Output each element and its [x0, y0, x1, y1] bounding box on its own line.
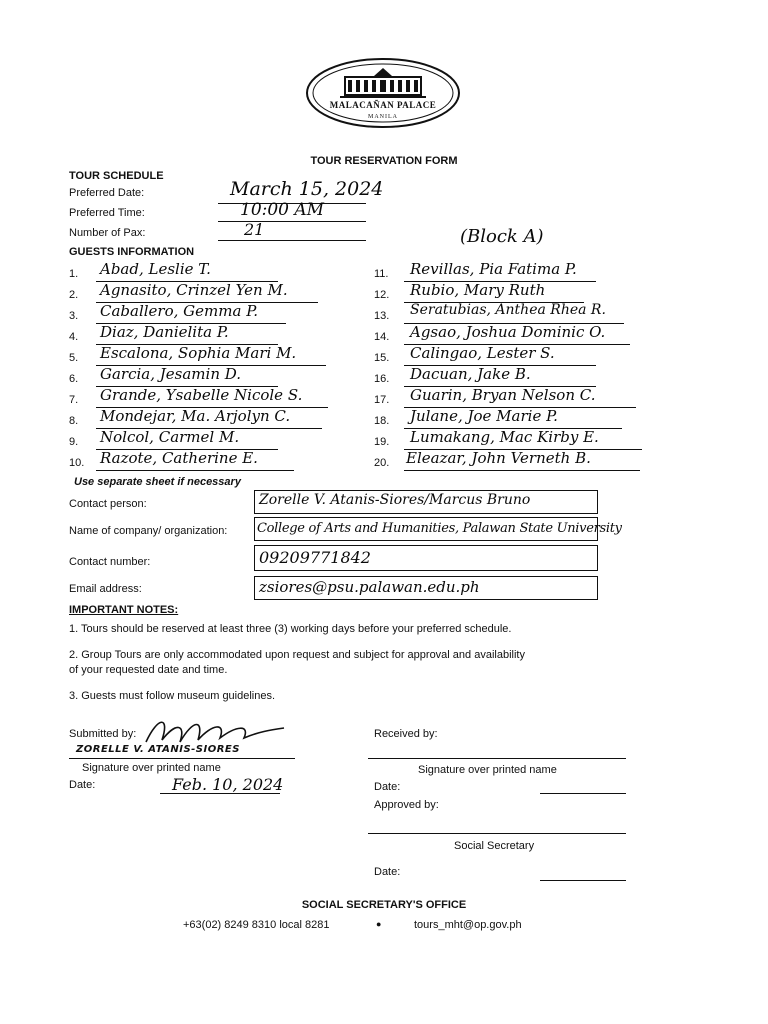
contact-number-value: 09209771842 [259, 548, 371, 567]
contact-person-value: Zorelle V. Atanis-Siores/Marcus Bruno [259, 492, 531, 508]
preferred-time-line [218, 221, 366, 222]
guest-number: 5. [69, 352, 79, 364]
form-title: TOUR RESERVATION FORM [310, 155, 458, 167]
block-note: (Block A) [460, 226, 544, 247]
guest-number: 18. [374, 415, 390, 427]
date-value-left[interactable]: Feb. 10, 2024 [172, 775, 284, 794]
guest-name[interactable]: Agnasito, Crinzel Yen M. [100, 281, 288, 299]
guest-number: 1. [69, 268, 79, 280]
date-line-right[interactable] [540, 793, 626, 794]
received-by-label: Received by: [374, 728, 438, 740]
guest-name[interactable]: Revillas, Pia Fatima P. [410, 260, 577, 278]
guest-name[interactable]: Eleazar, John Verneth B. [406, 449, 591, 467]
signature-over-name-left: Signature over printed name [82, 762, 221, 774]
number-of-pax-value[interactable]: 21 [244, 220, 265, 239]
guest-number: 9. [69, 436, 79, 448]
note-1: 1. Tours should be reserved at least three (3) working days before your preferred schedule. [69, 623, 512, 635]
separate-sheet-note: Use separate sheet if necessary [74, 476, 241, 488]
guest-number: 16. [374, 373, 390, 385]
approved-by-label: Approved by: [374, 799, 439, 811]
email-field[interactable] [254, 576, 598, 600]
date-label-right: Date: [374, 781, 401, 793]
preferred-date-value[interactable]: March 15, 2024 [230, 178, 384, 200]
guest-line [96, 470, 294, 471]
signature-over-name-right: Signature over printed name [418, 764, 557, 776]
guest-name[interactable]: Calingao, Lester S. [410, 344, 555, 362]
number-of-pax-label: Number of Pax: [69, 227, 146, 239]
guest-name[interactable]: Mondejar, Ma. Arjolyn C. [100, 407, 291, 425]
guest-name[interactable]: Razote, Catherine E. [100, 449, 258, 467]
seal-subtitle: MANILA [368, 114, 398, 120]
organization-field[interactable] [254, 517, 622, 541]
contact-person-field[interactable] [254, 490, 598, 514]
malacanan-seal [304, 56, 462, 130]
guest-name[interactable]: Abad, Leslie T. [100, 260, 211, 278]
note-2a: 2. Group Tours are only accommodated upon request and subject for approval and availability [69, 649, 525, 661]
guests-heading: GUESTS INFORMATION [69, 246, 195, 258]
received-signature-line [368, 758, 626, 759]
guest-name[interactable]: Seratubias, Anthea Rhea R. [410, 302, 606, 318]
guest-number: 7. [69, 394, 79, 406]
guest-number: 13. [374, 310, 390, 322]
guest-number: 19. [374, 436, 390, 448]
guest-number: 20. [374, 457, 390, 469]
date-line-bottom[interactable] [540, 880, 626, 881]
seal-title: MALACAÑAN PALACE [329, 100, 437, 110]
guest-name[interactable]: Escalona, Sophia Mari M. [100, 344, 297, 362]
submitted-by-name: ZORELLE V. ATANIS-SIORES [76, 744, 240, 755]
guest-name[interactable]: Julane, Joe Marie P. [410, 407, 558, 425]
guest-number: 8. [69, 415, 79, 427]
guest-name[interactable]: Agsao, Joshua Dominic O. [410, 323, 606, 341]
date-label-bottom: Date: [374, 866, 401, 878]
guest-name[interactable]: Diaz, Danielita P. [100, 323, 229, 341]
contact-person-label: Contact person: [69, 498, 147, 510]
footer-phone: +63(02) 8249 8310 local 8281 [183, 919, 330, 931]
note-2b: of your requested date and time. [69, 664, 228, 676]
guest-name[interactable]: Nolcol, Carmel M. [100, 428, 240, 446]
guest-number: 12. [374, 289, 390, 301]
note-3: 3. Guests must follow museum guidelines. [69, 690, 276, 702]
social-secretary-label: Social Secretary [454, 840, 535, 852]
guest-name[interactable]: Lumakang, Mac Kirby E. [410, 428, 599, 446]
guest-name[interactable]: Grande, Ysabelle Nicole S. [100, 386, 303, 404]
contact-number-field[interactable] [254, 545, 598, 571]
guest-number: 6. [69, 373, 79, 385]
guest-number: 4. [69, 331, 79, 343]
footer-email[interactable]: tours_mht@op.gov.ph [414, 919, 522, 931]
guest-name[interactable]: Rubio, Mary Ruth [410, 281, 546, 299]
number-of-pax-line [218, 240, 366, 241]
guest-name[interactable]: Dacuan, Jake B. [410, 365, 531, 383]
guest-line [404, 470, 640, 471]
guest-number: 14. [374, 331, 390, 343]
preferred-time-label: Preferred Time: [69, 207, 145, 219]
contact-number-label: Contact number: [69, 556, 151, 568]
date-label-left: Date: [69, 779, 96, 791]
guest-number: 15. [374, 352, 390, 364]
organization-label: Name of company/ organization: [69, 525, 228, 537]
email-label: Email address: [69, 583, 142, 595]
guest-number: 2. [69, 289, 79, 301]
footer-bullet-icon: ● [376, 919, 382, 929]
guest-name[interactable]: Guarin, Bryan Nelson C. [410, 386, 596, 404]
submitted-by-label: Submitted by: [69, 728, 137, 740]
preferred-date-label: Preferred Date: [69, 187, 145, 199]
submitted-signature-line [69, 758, 295, 759]
guest-number: 3. [69, 310, 79, 322]
tour-schedule-heading: TOUR SCHEDULE [69, 170, 164, 182]
organization-value: College of Arts and Humanities, Palawan State University [257, 521, 622, 536]
approved-signature-line [368, 833, 626, 834]
guest-number: 10. [69, 457, 85, 469]
notes-heading: IMPORTANT NOTES: [69, 604, 179, 616]
email-value: zsiores@psu.palawan.edu.ph [259, 578, 480, 596]
date-line-left [160, 793, 280, 794]
guest-number: 11. [374, 268, 389, 280]
guest-name[interactable]: Caballero, Gemma P. [100, 302, 259, 320]
guest-name[interactable]: Garcia, Jesamin D. [100, 365, 242, 383]
preferred-time-value[interactable]: 10:00 AM [240, 200, 325, 220]
guest-number: 17. [374, 394, 390, 406]
footer-office: SOCIAL SECRETARY'S OFFICE [301, 899, 467, 911]
